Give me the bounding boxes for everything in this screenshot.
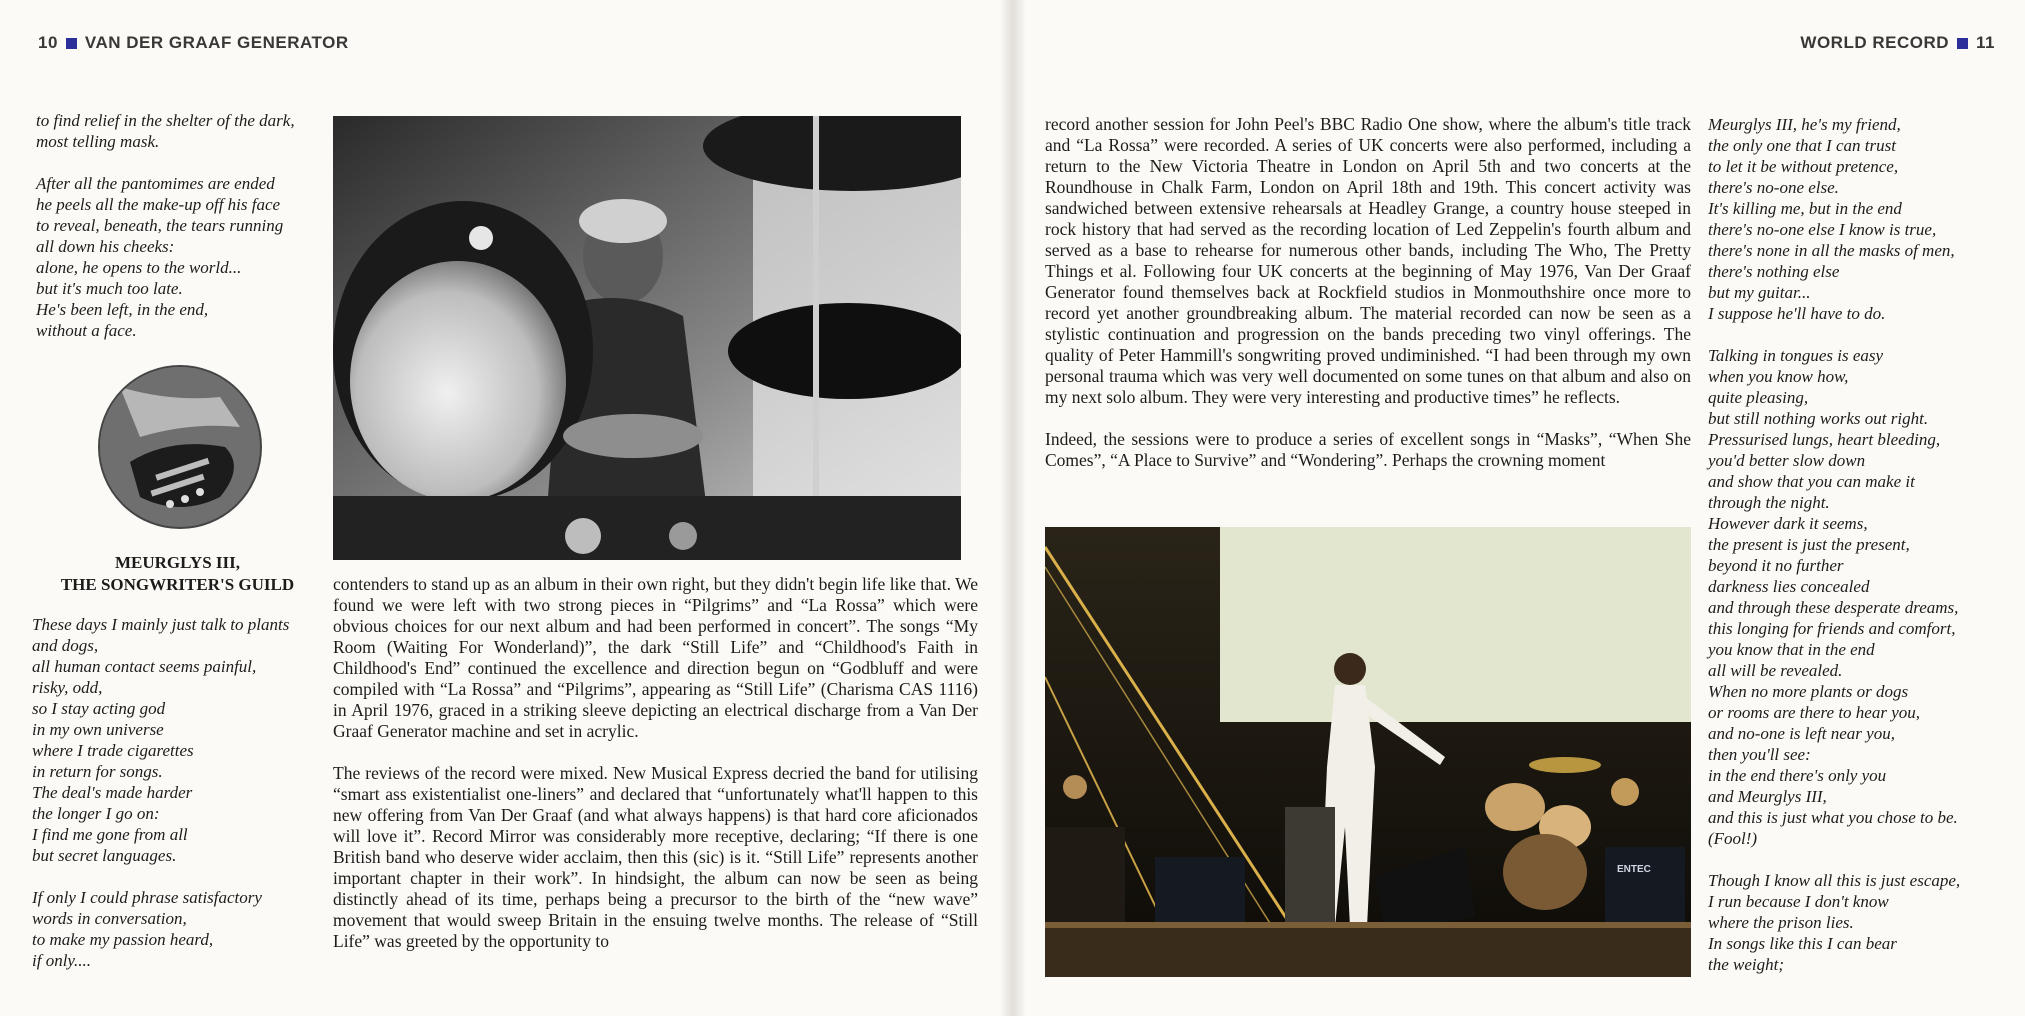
amp-label: ENTEC (1617, 864, 1651, 875)
left-body-text (333, 574, 978, 952)
left-body-paragraph-2: The reviews of the record were mixed. New Musical Express decried the band for utilising “smart ass existentialist one-liners” and declared that “unfortunately what'll happen to this new offering from Van Der Graaf (and what always happens) is that hard core aficionados will love it”. Record Mirror was considerably more receptive, declaring; “If there is one British band who deserve wider acclaim, then this (sic) is it. “Still Life” represents another important chapter in their work”. In hindsight, the album can now be seen as being distinctly ahead of its time, perhaps being a precursor to the birth of the “new wave” movement that would sweep Britain in the ensuing twelve months. The release of “Still Life” was greeted by the opportunity to (333, 763, 978, 951)
right-page-number: 11 (1976, 33, 1995, 52)
book-gutter (1000, 0, 1026, 1016)
square-bullet-icon (1957, 38, 1968, 49)
left-page-header (38, 33, 349, 53)
drummer-photo-illustration (333, 116, 961, 560)
guitar-illustration (100, 367, 260, 527)
right-page-header (1800, 33, 1995, 53)
right-body-paragraph-2: Indeed, the sessions were to produce a series of excellent songs in “Masks”, “When She Comes”, “A Place to Survive” and “Wondering”. Perhaps the crowning moment (1045, 429, 1691, 470)
drummer-photo-icon (333, 116, 961, 560)
poem-top-left: to find relief in the shelter of the dark, most telling mask. After all the pantomimes are ended he peels all the make-up off his face to reveal, beneath, the tears running all down his cheeks: alone, he opens to the world... but it's much too late. He's been left, in the end, without a face. (36, 111, 295, 340)
square-bullet-icon (66, 38, 77, 49)
left-body-paragraph-1: contenders to stand up as an album in their own right, but they didn't begin life like that. We found we were left with two strong pieces in “Pilgrims” and “La Rossa” which were obvious choices for our next album and had been performed in concert”. The songs “My Room (Waiting For Wonderland)”, the dark “Still Life” and “Childhood's Faith in Childhood's End” continued the excellence and direction begun on “Godbluff and were compiled with “La Rossa” and “Pilgrims”, appearing as “Still Life” (Charisma CAS 1116) in April 1976, graced in a striking sleeve depicting an electrical discharge from a Van Der Graaf Generator machine and set in acrylic. (333, 574, 978, 741)
left-page-title: VAN DER GRAAF GENERATOR (84, 33, 349, 52)
poem-bottom-left: These days I mainly just talk to plants and dogs, all human contact seems painful, risky, odd, so I stay acting god in my own universe where I trade cigarettes in return for songs. The deal's made harder the longer I go on: I find me gone from all but secret languages. If only I could phrase satisfactory words in conversation, to make my passion heard, if only.... (32, 615, 290, 970)
right-body-text (1045, 114, 1691, 471)
right-page-title: WORLD RECORD (1800, 33, 1950, 52)
left-page-number: 10 (38, 33, 58, 52)
photo-caption: MEURGLYS III, THE SONGWRITER'S GUILD (60, 553, 295, 594)
stage-photo-illustration (1045, 527, 1691, 977)
stage-concert-photo-icon (1045, 527, 1691, 977)
right-body-paragraph-1: record another session for John Peel's BBC Radio One show, where the album's title track and “La Rossa” were recorded. A series of UK concerts were also performed, including a return to the New Victoria Theatre in London on April 5th and two concerts at the Roundhouse in Chalk Farm, London on April 18th and 19th. This concert activity was sandwiched between extensive rehearsals at Headley Grange, a country house steeped in rock history that had served as the recording location of Led Zeppelin's fourth album and served as a base to rehearse for numerous other bands, including The Who, The Pretty Things et al. Following four UK concerts at the beginning of May 1976, Van Der Graaf Generator found themselves back at Rockfield studios in Monmouthshire once more to record yet another groundbreaking album. The material recorded can now be seen as a stylistic continuation and progression on the bands preceding two vinyl offerings. The quality of Peter Hammill's songwriting proved undiminished. “I had been through my own personal trauma which was very well documented on some tunes on that album and also on my next solo album. They were very interesting and productive times” he reflects. (1045, 114, 1691, 407)
guitar-badge-icon (98, 365, 262, 529)
poem-right: Meurglys III, he's my friend, the only one that I can trust to let it be without pretence, there's no-one else. It's killing me, but in the end there's no-one else I know is true, there's none in all the masks of men, there's nothing else but my guitar... I suppose he'll have to do. Talking in tongues is easy when you know how, quite pleasing, but still nothing works out right. Pressurised lungs, heart bleeding, you'd better slow down and show that you can make it through the night. However dark it seems, the present is just the present, beyond it no further darkness lies concealed and through these desperate dreams, this longing for friends and comfort, you know that in the end all will be revealed. When no more plants or dogs or rooms are there to hear you, and no-one is left near you, then you'll see: in the end there's only you and Meurglys III, and this is just what you chose to be. (Fool!) Though I know all this is just escape, I run because I don't know where the prison lies. In songs like this I can bear the weight; (1708, 115, 1961, 974)
